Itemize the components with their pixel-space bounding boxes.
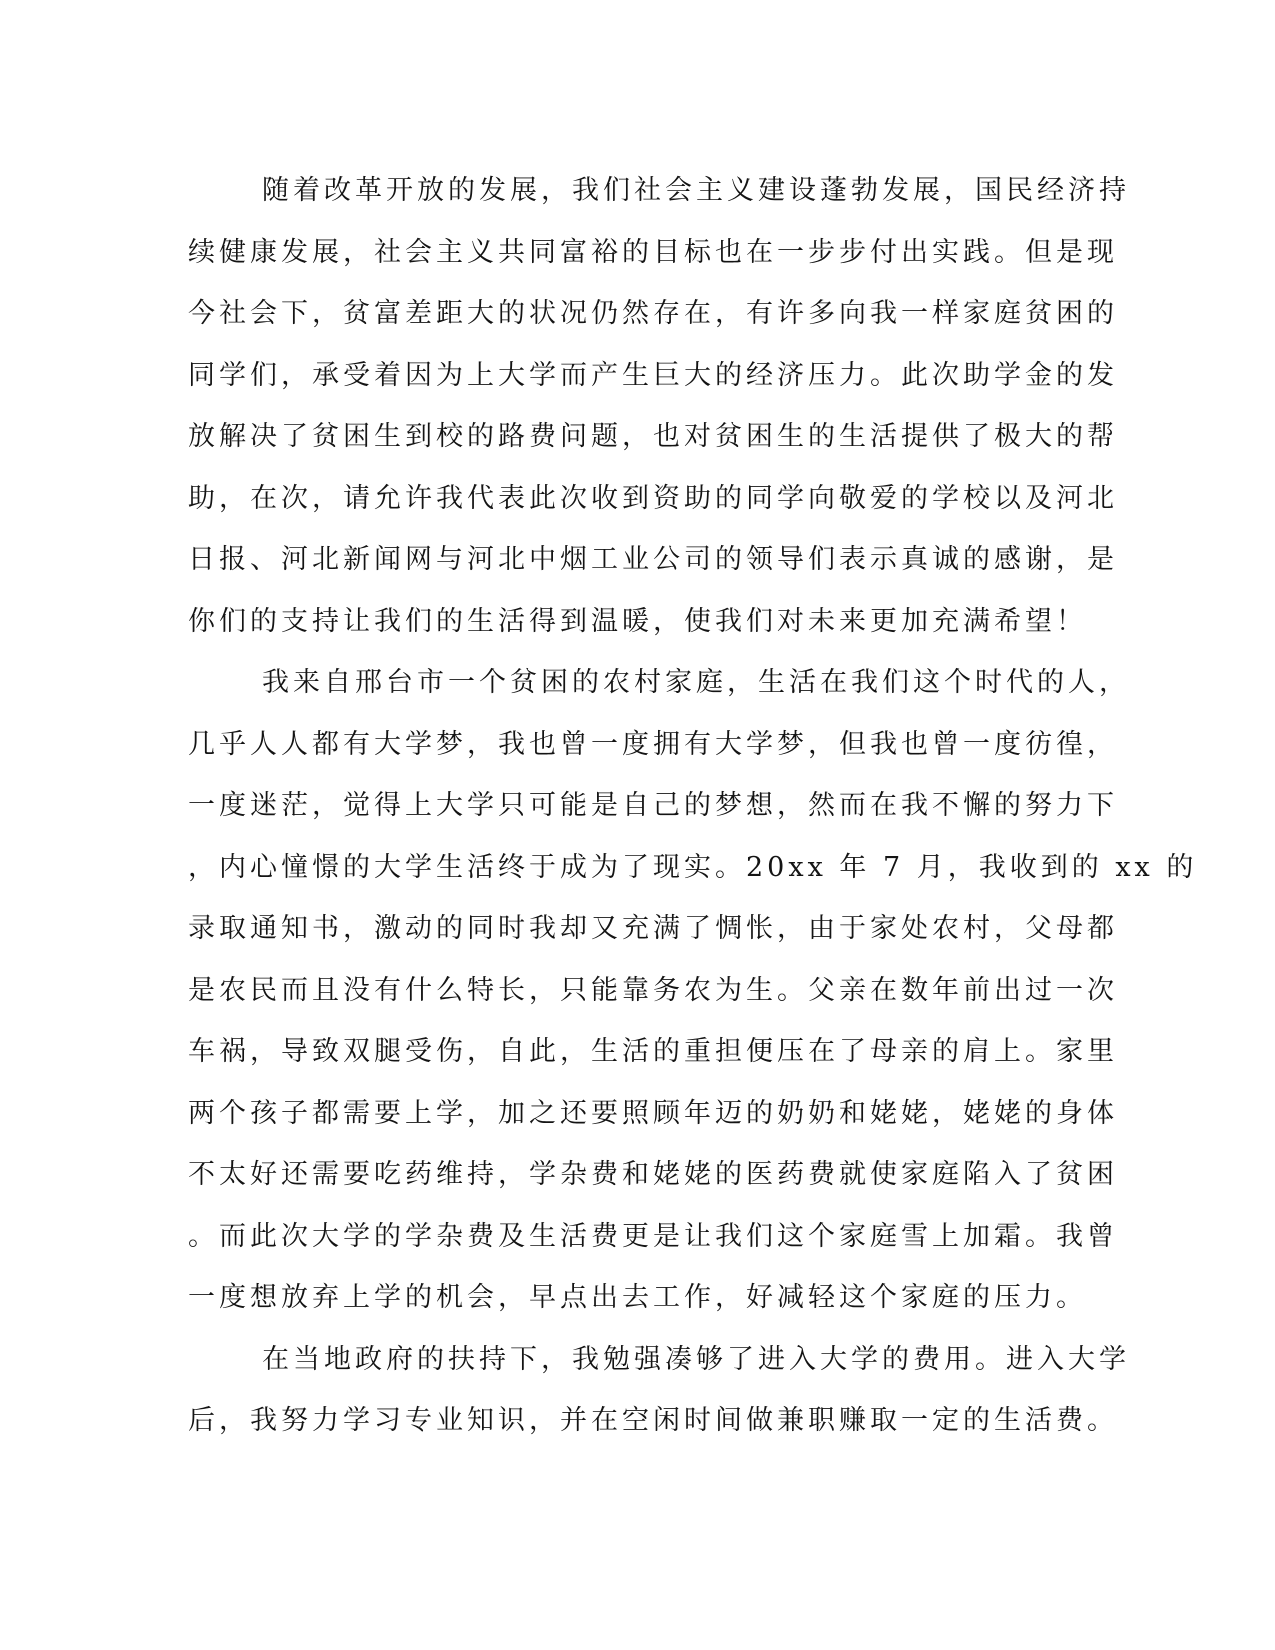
paragraph-2-line-8: 两个孩子都需要上学，加之还要照顾年迈的奶奶和姥姥，姥姥的身体: [188, 1097, 1118, 1129]
paragraph-2-line-4: ，内心憧憬的大学生活终于成为了现实。20xx 年 7 月，我收到的 xx 的: [188, 851, 1198, 883]
paragraph-2-line-11: 一度想放弃上学的机会，早点出去工作，好减轻这个家庭的压力。: [188, 1282, 1087, 1313]
paragraph-1-line-1: 随着改革开放的发展，我们社会主义建设蓬勃发展，国民经济持: [262, 175, 1130, 206]
paragraph-1-line-6: 助，在次，请允许我代表此次收到资助的同学向敬爱的学校以及河北: [188, 482, 1118, 514]
paragraph-1-line-2: 续健康发展，社会主义共同富裕的目标也在一步步付出实践。但是现: [188, 236, 1118, 268]
paragraph-2-line-9: 不太好还需要吃药维持，学杂费和姥姥的医药费就使家庭陷入了贫困: [188, 1159, 1118, 1190]
paragraph-1-line-7: 日报、河北新闻网与河北中烟工业公司的领导们表示真诚的感谢，是: [188, 544, 1118, 575]
paragraph-2-line-7: 车祸，导致双腿受伤，自此，生活的重担便压在了母亲的肩上。家里: [188, 1036, 1118, 1067]
paragraph-1-line-8: 你们的支持让我们的生活得到温暖，使我们对未来更加充满希望！: [188, 605, 1087, 637]
document-body: [188, 160, 1198, 1452]
paragraph-3-line-1: 在当地政府的扶持下，我勉强凑够了进入大学的费用。进入大学: [262, 1343, 1130, 1375]
paragraph-2-line-5: 录取通知书，激动的同时我却又充满了惆怅，由于家处农村，父母都: [188, 913, 1118, 944]
paragraph-1-line-4: 同学们，承受着因为上大学而产生巨大的经济压力。此次助学金的发: [188, 359, 1118, 391]
paragraph-3-line-2: 后，我努力学习专业知识，并在空闲时间做兼职赚取一定的生活费。: [188, 1405, 1118, 1436]
paragraph-1-line-5: 放解决了贫困生到校的路费问题，也对贫困生的生活提供了极大的帮: [188, 421, 1118, 452]
paragraph-1-line-3: 今社会下，贫富差距大的状况仍然存在，有许多向我一样家庭贫困的: [188, 298, 1118, 329]
paragraph-2-line-1: 我来自邢台市一个贫困的农村家庭，生活在我们这个时代的人，: [262, 667, 1130, 698]
paragraph-2-line-2: 几乎人人都有大学梦，我也曾一度拥有大学梦，但我也曾一度彷徨，: [188, 728, 1118, 760]
paragraph-2-line-3: 一度迷茫，觉得上大学只可能是自己的梦想，然而在我不懈的努力下: [188, 790, 1118, 821]
paragraph-2-line-6: 是农民而且没有什么特长，只能靠务农为生。父亲在数年前出过一次: [188, 974, 1118, 1006]
paragraph-2-line-10: 。而此次大学的学杂费及生活费更是让我们这个家庭雪上加霜。我曾: [188, 1220, 1118, 1252]
